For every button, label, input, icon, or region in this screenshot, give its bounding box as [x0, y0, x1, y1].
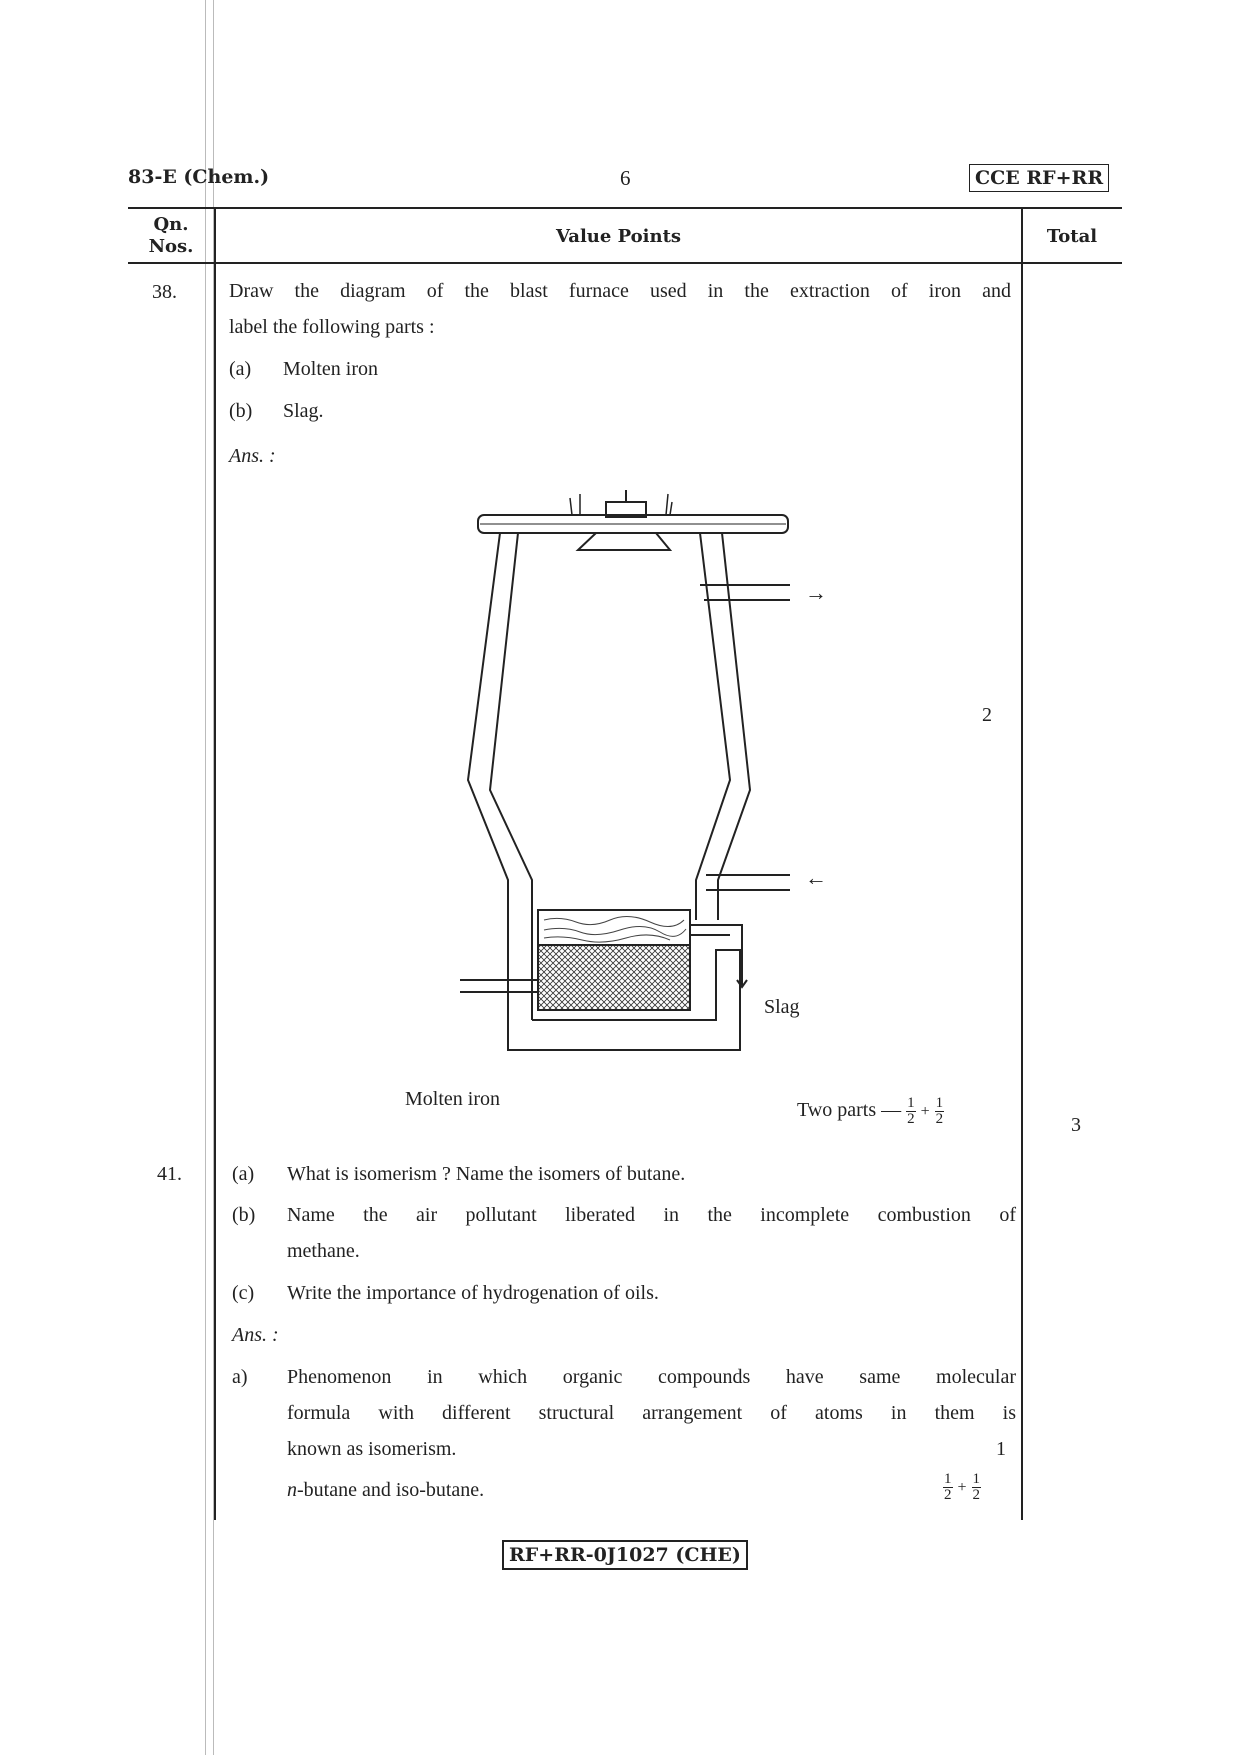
q38-total: 3	[1071, 1114, 1081, 1136]
air-in-arrow-icon: ←	[805, 865, 827, 890]
q41-part-c-text: Write the importance of hydrogenation of oils.	[287, 1282, 659, 1304]
q41-answer-a-line1: Phenomenon in which organic compounds have same molecular	[287, 1366, 1016, 1388]
q38-part-a-text: Molten iron	[283, 358, 378, 380]
q38-part-b-text: Slag.	[283, 400, 324, 422]
q38-number: 38.	[152, 281, 177, 303]
q41-part-b-line1: Name the air pollutant liberated in the incomplete combustion of	[287, 1204, 1016, 1226]
column-divider-left	[214, 207, 216, 1520]
q41-part-b-line2: methane.	[287, 1240, 360, 1262]
q41-answer-a-mark: 1	[996, 1438, 1006, 1460]
label-molten-iron: Molten iron	[405, 1088, 500, 1110]
q41-part-b-label: (b)	[232, 1204, 256, 1226]
q41-isomers: n-butane and iso-butane.	[287, 1479, 485, 1501]
paper-code: 83-E (Chem.)	[128, 166, 270, 188]
qn-nos-header: Qn. Nos.	[148, 214, 194, 257]
table-top-rule	[128, 207, 1122, 209]
q38-question-line2: label the following parts :	[229, 316, 435, 338]
q41-isomers-marks: $\frac{1}{2}$ + $\frac{1}{2}$	[944, 1471, 981, 1503]
q38-part-b-label: (b)	[229, 400, 253, 422]
scheme-badge: CCE RF+RR	[969, 164, 1109, 192]
q41-answer-a-line3: known as isomerism.	[287, 1438, 457, 1460]
q38-diagram-marks: 2	[982, 704, 992, 726]
total-header: Total	[1046, 226, 1098, 247]
column-divider-right	[1021, 207, 1023, 1520]
value-points-header: Value Points	[555, 226, 682, 247]
blast-furnace-diagram	[460, 480, 860, 1100]
q38-marking: Two parts — $\frac{1}{2}$ + $\frac{1}{2}$	[797, 1095, 944, 1127]
q38-part-a-label: (a)	[229, 358, 252, 380]
q41-answer-a-label: a)	[232, 1366, 248, 1388]
q41-answer-a-line2: formula with different structural arrangement of atoms in them is	[287, 1402, 1016, 1424]
q41-part-c-label: (c)	[232, 1282, 255, 1304]
slag-layer	[544, 916, 686, 942]
table-header-rule	[128, 262, 1122, 264]
page-number: 6	[620, 166, 631, 190]
slag-arrow-icon	[737, 970, 747, 987]
q41-ans-label: Ans. :	[232, 1324, 279, 1346]
q41-part-a-text: What is isomerism ? Name the isomers of butane.	[287, 1163, 686, 1185]
molten-iron-layer	[539, 946, 689, 1009]
q38-ans-label: Ans. :	[229, 445, 276, 467]
q41-number: 41.	[157, 1163, 182, 1185]
gas-out-arrow-icon: →	[805, 580, 827, 605]
label-slag: Slag	[764, 996, 800, 1018]
q38-question-line1: Draw the diagram of the blast furnace used in the extraction of iron and	[229, 280, 1011, 302]
footer-code: RF+RR-0J1027 (CHE)	[502, 1540, 748, 1570]
q41-part-a-label: (a)	[232, 1163, 255, 1185]
